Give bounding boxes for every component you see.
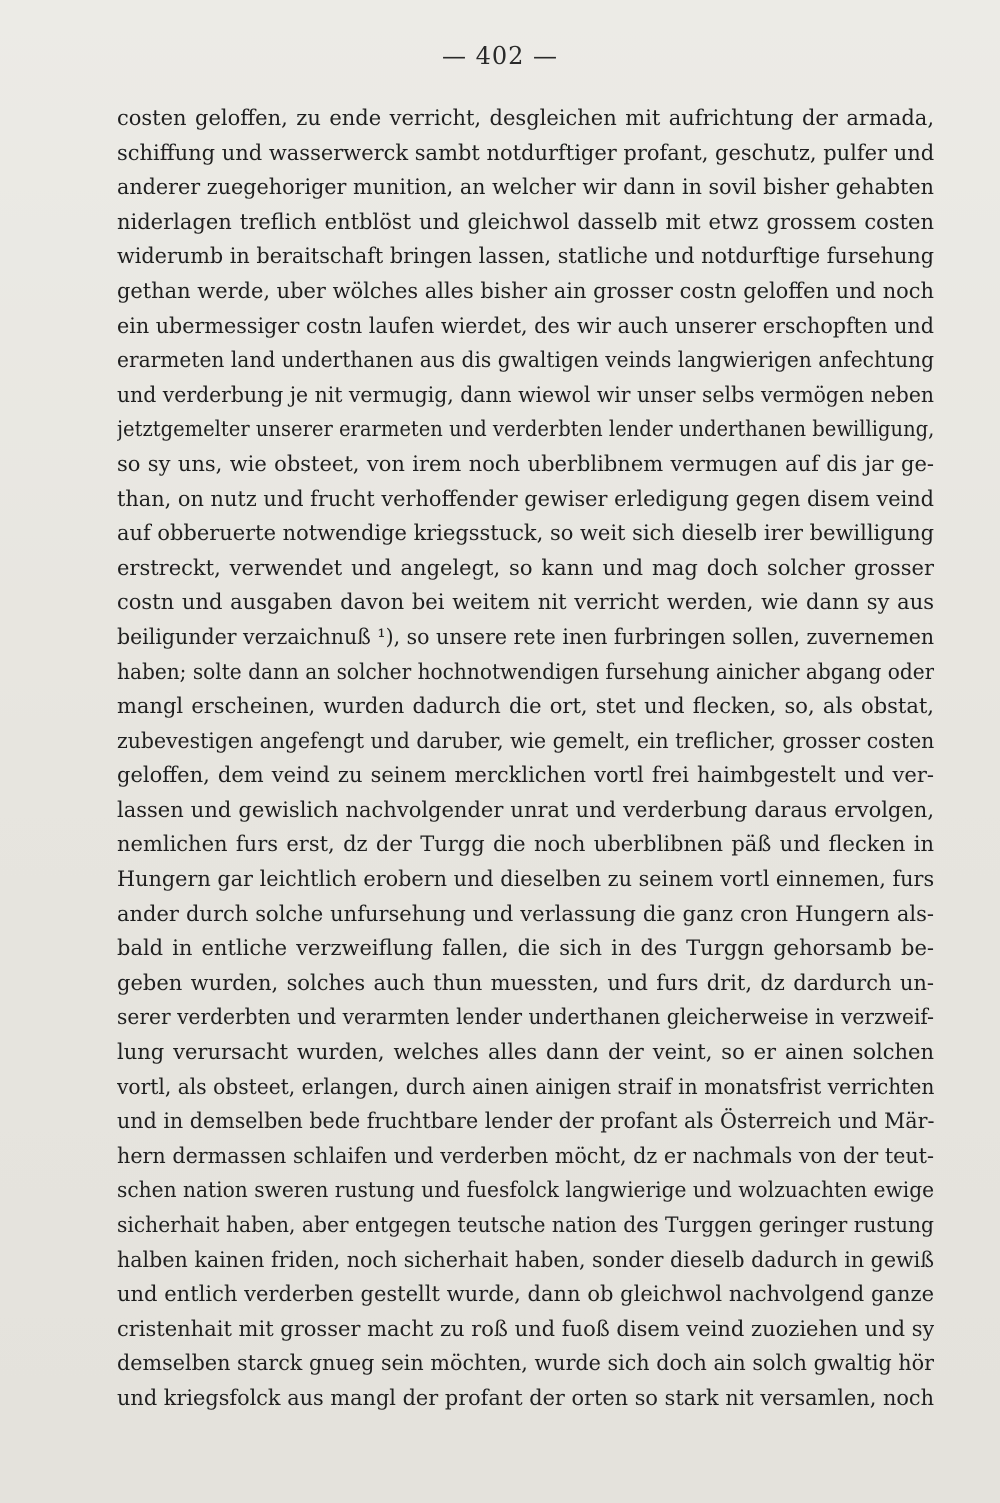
text-line: costen geloffen, zu ende verricht, desgleichen mit aufrichtung der armada, <box>117 106 934 130</box>
text-line: vortl, als obsteet, erlangen, durch ainen ainigen straif in monatsfrist verrichten <box>117 1074 934 1099</box>
body-text <box>117 101 934 1416</box>
text-line: halben kainen friden, noch sicherhait haben, sonder dieselb dadurch in gewiß <box>117 1247 935 1272</box>
page-number: — 402 — <box>441 42 559 70</box>
text-line: hern dermassen schlaifen und verderben möcht, dz er nachmals von der teut- <box>117 1143 934 1168</box>
text-line: anderer zuegehoriger munition, an welcher wir dann in sovil bisher gehabten <box>117 175 934 200</box>
text-line: sicherhait haben, aber entgegen teutsche nation des Turggen geringer rustung <box>117 1213 934 1237</box>
text-line: ein ubermessiger costn laufen wierdet, des wir auch unserer erschopften und <box>117 313 934 338</box>
text-line: gethan werde, uber wölches alles bisher ain grosser costn geloffen und noch <box>117 278 934 303</box>
text-line: ander durch solche unfursehung und verlassung die ganz cron Hungern als- <box>117 901 934 926</box>
text-line: schen nation sweren rustung und fuesfolck langwierige und wolzuachten ewige <box>117 1178 935 1203</box>
text-line: und entlich verderben gestellt wurde, dann ob gleichwol nachvolgend ganze <box>117 1282 934 1307</box>
text-line: und verderbung je nit vermugig, dann wiewol wir unser selbs vermögen neben <box>117 382 934 407</box>
text-line: geben wurden, solches auch thun muessten, und furs drit, dz dardurch un- <box>117 970 934 995</box>
text-line: demselben starck gnueg sein möchten, wurde sich doch ain solch gwaltig hör <box>117 1351 934 1376</box>
text-line: zubevestigen angefengt und daruber, wie gemelt, ein treflicher, grosser costen <box>117 728 935 753</box>
text-line: costn und ausgaben davon bei weitem nit verricht werden, wie dann sy aus <box>117 590 934 615</box>
text-line: erarmeten land underthanen aus dis gwaltigen veinds langwierigen anfechtung <box>117 348 935 373</box>
text-line: erstreckt, verwendet und angelegt, so kann und mag doch solcher grosser <box>117 555 934 580</box>
text-line: lung verursacht wurden, welches alles dann der veint, so er ainen solchen <box>117 1040 934 1065</box>
text-line: auf obberuerte notwendige kriegsstuck, so weit sich dieselb irer bewilligung <box>117 521 935 546</box>
text-line: lassen und gewislich nachvolgender unrat und verderbung daraus ervolgen, <box>117 797 934 822</box>
text-line: widerumb in beraitschaft bringen lassen, statliche und notdurftige fursehung <box>117 244 934 269</box>
text-line: mangl erscheinen, wurden dadurch die ort, stet und flecken, so, als obstat, <box>117 694 934 719</box>
text-line: than, on nutz und frucht verhoffender gewiser erledigung gegen disem veind <box>117 486 934 511</box>
text-line: und in demselben bede fruchtbare lender der profant als Österreich und Mär- <box>117 1109 935 1134</box>
text-line: und kriegsfolck aus mangl der profant der orten so stark nit versamlen, noch <box>117 1385 934 1410</box>
text-line: jetztgemelter unserer erarmeten und verderbten lender underthanen bewilligung, <box>117 417 935 442</box>
text-line: niderlagen treflich entblöst und gleichwol dasselb mit etwz grossem costen <box>117 209 934 234</box>
text-line: bald in entliche verzweiflung fallen, die sich in des Turggn gehorsamb be- <box>117 936 934 961</box>
text-line: cristenhait mit grosser macht zu roß und fuoß disem veind zuoziehen und sy <box>117 1316 934 1341</box>
text-line: schiffung und wasserwerck sambt notdurftiger profant, geschutz, pulfer und <box>117 140 935 165</box>
text-line: beiligunder verzaichnuß ¹), so unsere rete inen furbringen sollen, zuvernemen <box>117 624 934 649</box>
text-line: serer verderbten und verarmten lender underthanen gleicherweise in verzweif- <box>117 1005 934 1030</box>
text-line: Hungern gar leichtlich erobern und dieselben zu seinem vortl einnemen, furs <box>117 867 934 892</box>
text-line: haben; solte dann an solcher hochnotwendigen fursehung ainicher abgang oder <box>117 659 935 684</box>
text-line: geloffen, dem veind zu seinem mercklichen vortl frei haimbgestelt und ver- <box>117 763 934 788</box>
text-line: so sy uns, wie obsteet, von irem noch uberblibnem vermugen auf dis jar ge- <box>117 451 934 476</box>
text-line: nemlichen furs erst, dz der Turgg die noch uberblibnen päß und flecken in <box>117 832 934 857</box>
